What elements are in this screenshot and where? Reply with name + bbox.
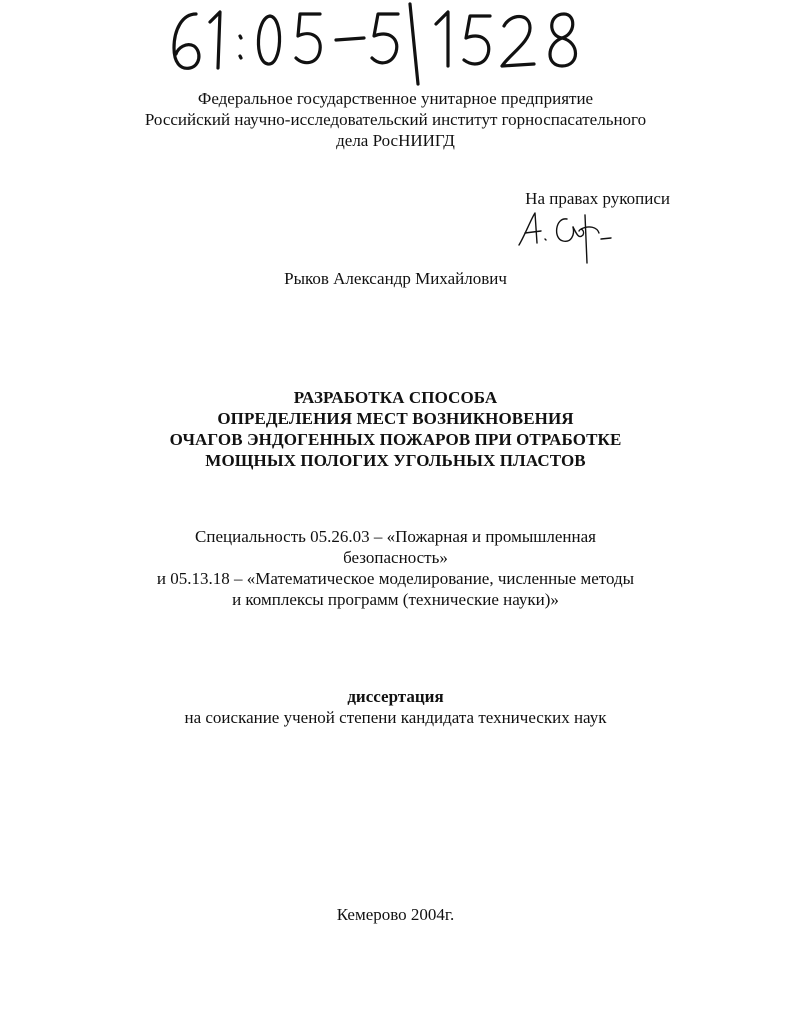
title-line-2: ОПРЕДЕЛЕНИЯ МЕСТ ВОЗНИКНОВЕНИЯ (217, 409, 574, 428)
city-year: Кемерово 2004г. (336, 905, 455, 924)
author-name: Рыков Александр Михайлович (284, 269, 507, 288)
title-line-1: РАЗРАБОТКА СПОСОБА (293, 388, 498, 407)
organization-line-2: Российский научно-исследовательский институт горноспасательного (144, 110, 647, 129)
title-line-4: МОЩНЫХ ПОЛОГИХ УГОЛЬНЫХ ПЛАСТОВ (205, 451, 586, 470)
title-line-3: ОЧАГОВ ЭНДОГЕННЫХ ПОЖАРОВ ПРИ ОТРАБОТКЕ (169, 430, 622, 449)
specialty-line-2: безопасность» (343, 548, 448, 567)
specialty-line-3: и 05.13.18 – «Математическое моделирование, численные методы (156, 569, 635, 588)
signature (515, 205, 620, 265)
degree-block (60, 686, 731, 728)
rights-note: На правах рукописи (525, 189, 670, 208)
handwritten-catalog-number (160, 0, 600, 92)
specialty-block (60, 526, 731, 610)
organization-line-1: Федеральное государственное унитарное предприятие (197, 89, 594, 108)
organization-block (100, 88, 691, 151)
specialty-line-4: и комплексы программ (технические науки)» (232, 590, 559, 609)
degree-purpose: на соискание ученой степени кандидата технических наук (184, 708, 607, 727)
specialty-line-1: Специальность 05.26.03 – «Пожарная и промышленная (195, 527, 596, 546)
degree-type: диссертация (347, 687, 444, 706)
dissertation-title (60, 387, 731, 471)
organization-line-3: дела РосНИИГД (336, 131, 455, 150)
